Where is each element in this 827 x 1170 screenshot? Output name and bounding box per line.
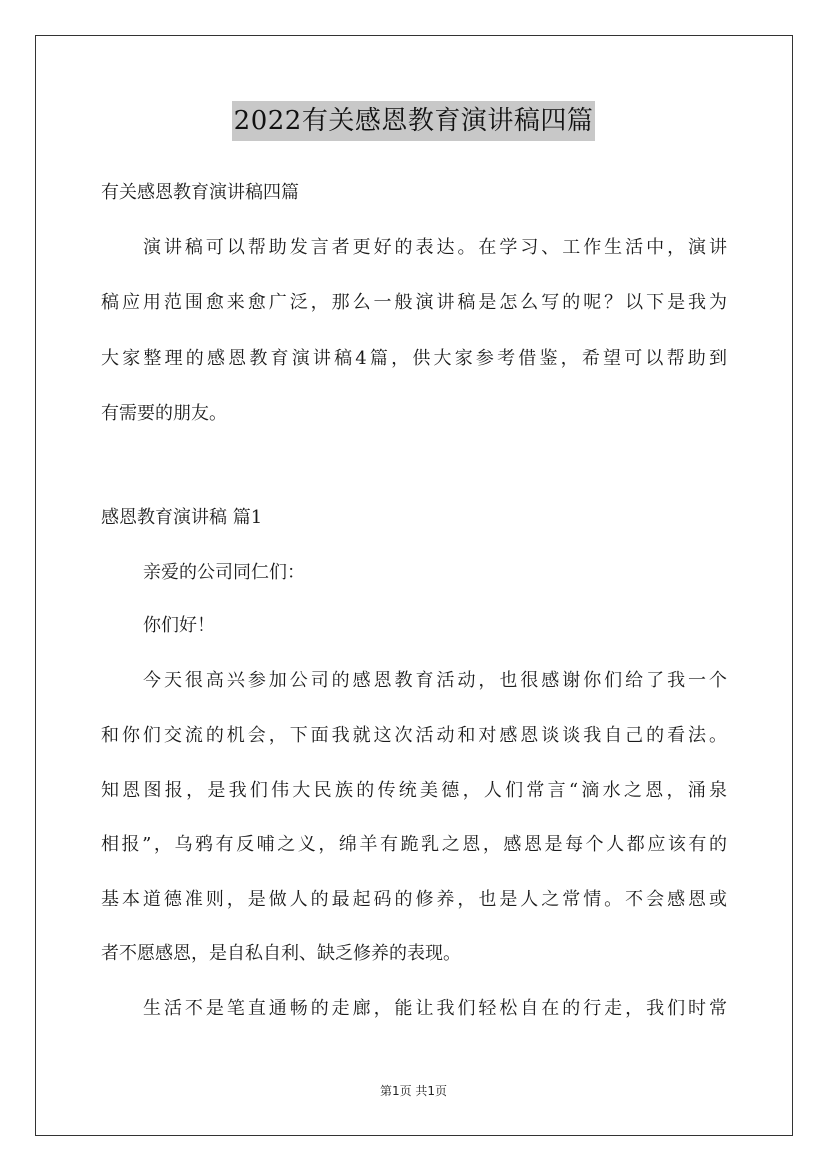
document-subtitle: 有关感恩教育演讲稿四篇 bbox=[101, 182, 299, 203]
intro-line: 演讲稿可以帮助发言者更好的表达。在学习、工作生活中，演讲 bbox=[143, 237, 727, 258]
intro-line: 有需要的朋友。 bbox=[101, 403, 227, 424]
greeting: 你们好！ bbox=[143, 615, 215, 636]
body-line: 生活不是笔直通畅的走廊，能让我们轻松自在的行走，我们时常 bbox=[143, 998, 727, 1019]
body-line: 和你们交流的机会，下面我就这次活动和对感恩谈谈我自己的看法。 bbox=[101, 725, 727, 746]
page-footer: 第1页 共1页 bbox=[379, 1084, 448, 1098]
title-container bbox=[0, 101, 827, 141]
section-heading: 感恩教育演讲稿 篇1 bbox=[101, 507, 263, 528]
body-line: 知恩图报，是我们伟大民族的传统美德，人们常言“滴水之恩，涌泉 bbox=[101, 780, 727, 801]
body-line: 今天很高兴参加公司的感恩教育活动，也很感谢你们给了我一个 bbox=[143, 670, 727, 691]
document-title: 2022有关感恩教育演讲稿四篇 bbox=[232, 101, 596, 141]
body-line: 者不愿感恩，是自私自利、缺乏修养的表现。 bbox=[101, 943, 461, 964]
body-line: 相报”，乌鸦有反哺之义，绵羊有跪乳之恩，感恩是每个人都应该有的 bbox=[101, 834, 727, 855]
salutation: 亲爱的公司同仁们： bbox=[143, 562, 305, 583]
intro-line: 大家整理的感恩教育演讲稿4篇，供大家参考借鉴，希望可以帮助到 bbox=[101, 348, 727, 369]
body-line: 基本道德准则，是做人的最起码的修养，也是人之常情。不会感恩或 bbox=[101, 889, 727, 910]
intro-line: 稿应用范围愈来愈广泛，那么一般演讲稿是怎么写的呢？以下是我为 bbox=[101, 292, 727, 313]
